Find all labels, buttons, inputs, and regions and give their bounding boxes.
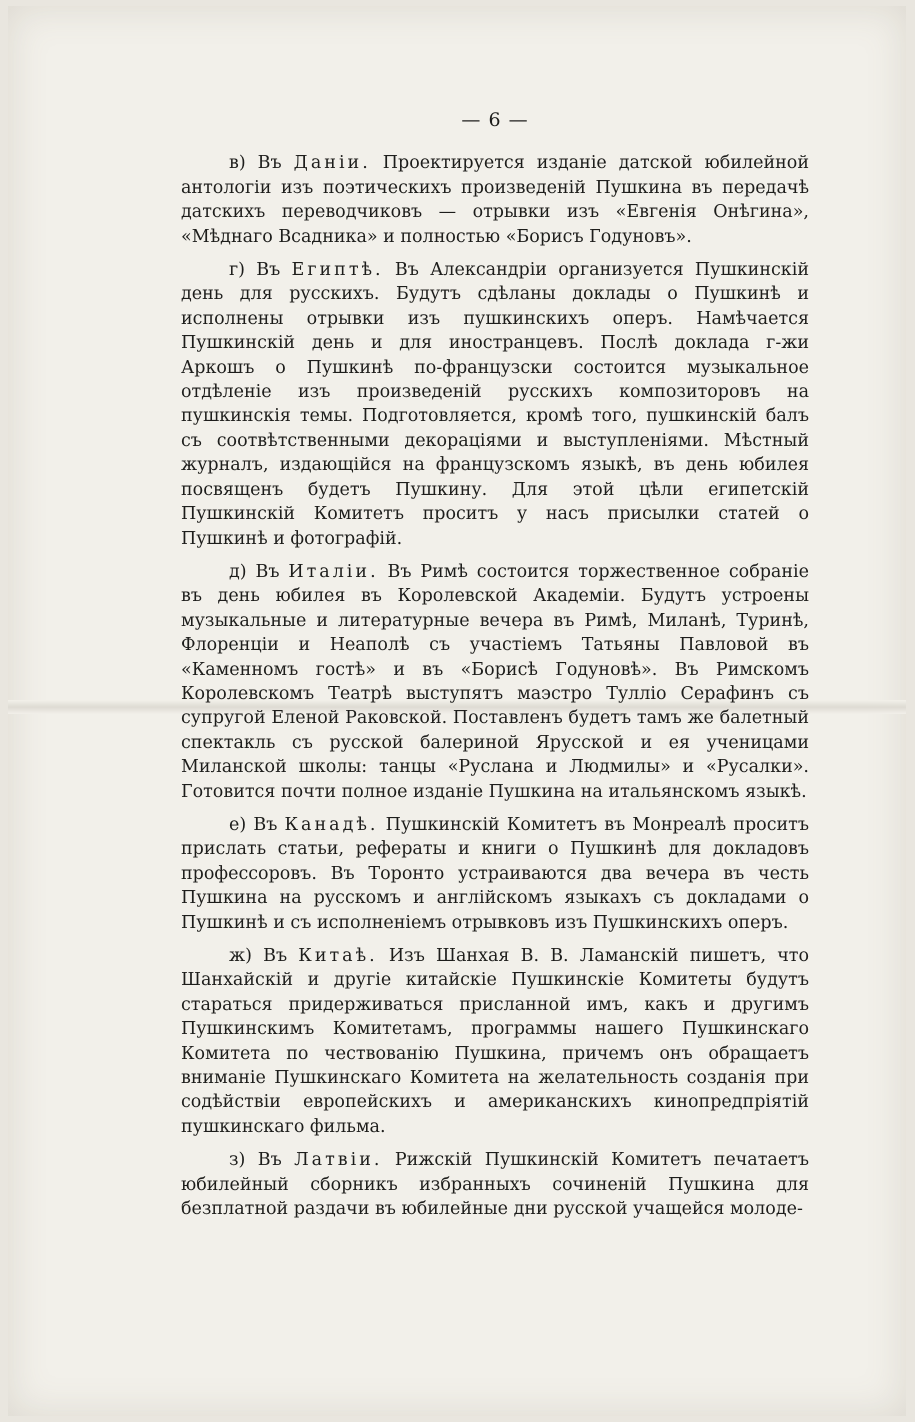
section-prefix: з) Въ — [229, 1150, 295, 1171]
country-name-denmark: Даніи. — [293, 153, 371, 174]
country-name-latvia: Латвіи. — [294, 1150, 383, 1171]
paragraph-text: Въ Римѣ состоится торжественное собраніе въ день юбилея въ Королевской Академіи. Будутъ устроены музыкальные и литературные вечера въ Римѣ, Миланѣ, Туринѣ, Флоренціи и Неаполѣ съ участіемъ Татьяны Павловой въ «Каменномъ гостѣ» и въ «Борисѣ Годуновѣ». Въ Римскомъ Королевскомъ Театрѣ выступятъ маэстро Тулліо Серафинъ съ супругой Еленой Раковской. Поставленъ будетъ тамъ же балетный спектакль съ русской балериной Ярусской и ея ученицами Миланской школы: танцы «Руслана и Людмилы» и «Русалки». Готовится почти полное изданіе Пушкина на итальянскомъ языкѣ. — [181, 561, 809, 802]
paragraph-text: Пушкинскій Комитетъ въ Монреалѣ проситъ прислать статьи, рефераты и книги о Пушкинѣ для докладовъ профессоровъ. Въ Торонто устраиваются два вечера въ честь Пушкина на русскомъ и англійскомъ языкахъ съ докладами о Пушкинѣ и съ исполненіемъ отрывковъ изъ Пушкинскихъ оперъ. — [181, 814, 809, 933]
section-prefix: г) Въ — [229, 260, 292, 281]
section-prefix: в) Въ — [229, 153, 294, 174]
paragraph-text: Рижскій Пушкинскій Комитетъ печатаетъ юбилейный сборникъ избранныхъ сочиненій Пушкина для безплатной раздачи въ юбилейные дни русской учащейся молоде- — [181, 1150, 809, 1220]
page-number: — 6 — — [461, 109, 529, 131]
paragraph-denmark — [181, 151, 809, 249]
paragraph-egypt — [181, 258, 809, 551]
paragraph-latvia — [181, 1148, 809, 1221]
paragraph-china — [181, 944, 809, 1139]
paragraph-canada — [181, 813, 809, 935]
country-name-egypt: Египтѣ. — [291, 260, 384, 281]
paragraph-text: Проектируется изданіе датской юбилейной антологіи изъ поэтическихъ произведеній Пушкина въ передачѣ датскихъ переводчиковъ — отрывки изъ «Евгенія Онѣгина», «Мѣднаго Всадника» и полностью «Борисъ Годуновъ». — [181, 153, 809, 247]
country-name-china: Китаѣ. — [298, 946, 378, 966]
document-body — [181, 108, 809, 1230]
section-prefix: ж) Въ — [229, 946, 299, 966]
paragraph-text: Въ Александріи организуется Пушкинскій день для русскихъ. Будутъ сдѣланы доклады о Пушкинѣ и исполнены отрывки изъ пушкинскихъ оперъ. Намѣчается Пушкинскій день и для иностранцевъ. Послѣ доклада г-жи Аркошъ о Пушкинѣ по-французски состоится музыкальное отдѣленіе изъ произведеній русскихъ композиторовъ на пушкинскія темы. Подготовляется, кромѣ того, пушкинскій балъ съ соотвѣтственными декораціями и выступленіями. Мѣстный журналъ, издающійся на французскомъ языкѣ, въ день юбилея посвященъ будетъ Пушкину. Для этой цѣли египетскій Пушкинскій Комитетъ проситъ у насъ присылки статей о Пушкинѣ и фотографій. — [181, 260, 809, 549]
country-name-canada: Канадѣ. — [284, 814, 379, 835]
section-prefix: е) Въ — [229, 814, 285, 835]
section-prefix: д) Въ — [229, 561, 289, 582]
paragraph-italy — [181, 560, 809, 804]
country-name-italy: Италіи. — [288, 561, 379, 582]
paragraph-text: Изъ Шанхая В. В. Ламанскій пишетъ, что Шанхайскій и другіе китайскіе Пушкинскіе Комитеты будутъ стараться придерживаться присланной имъ, какъ и другимъ Пушкинскимъ Комитетамъ, программы нашего Пушкинскаго Комитета по чествованію Пушкина, причемъ онъ обращаетъ вниманіе Пушкинскаго Комитета на желательность созданія при содѣйствіи европейскихъ и американскихъ кинопредпріятій пушкинскаго фильма. — [181, 946, 810, 1137]
